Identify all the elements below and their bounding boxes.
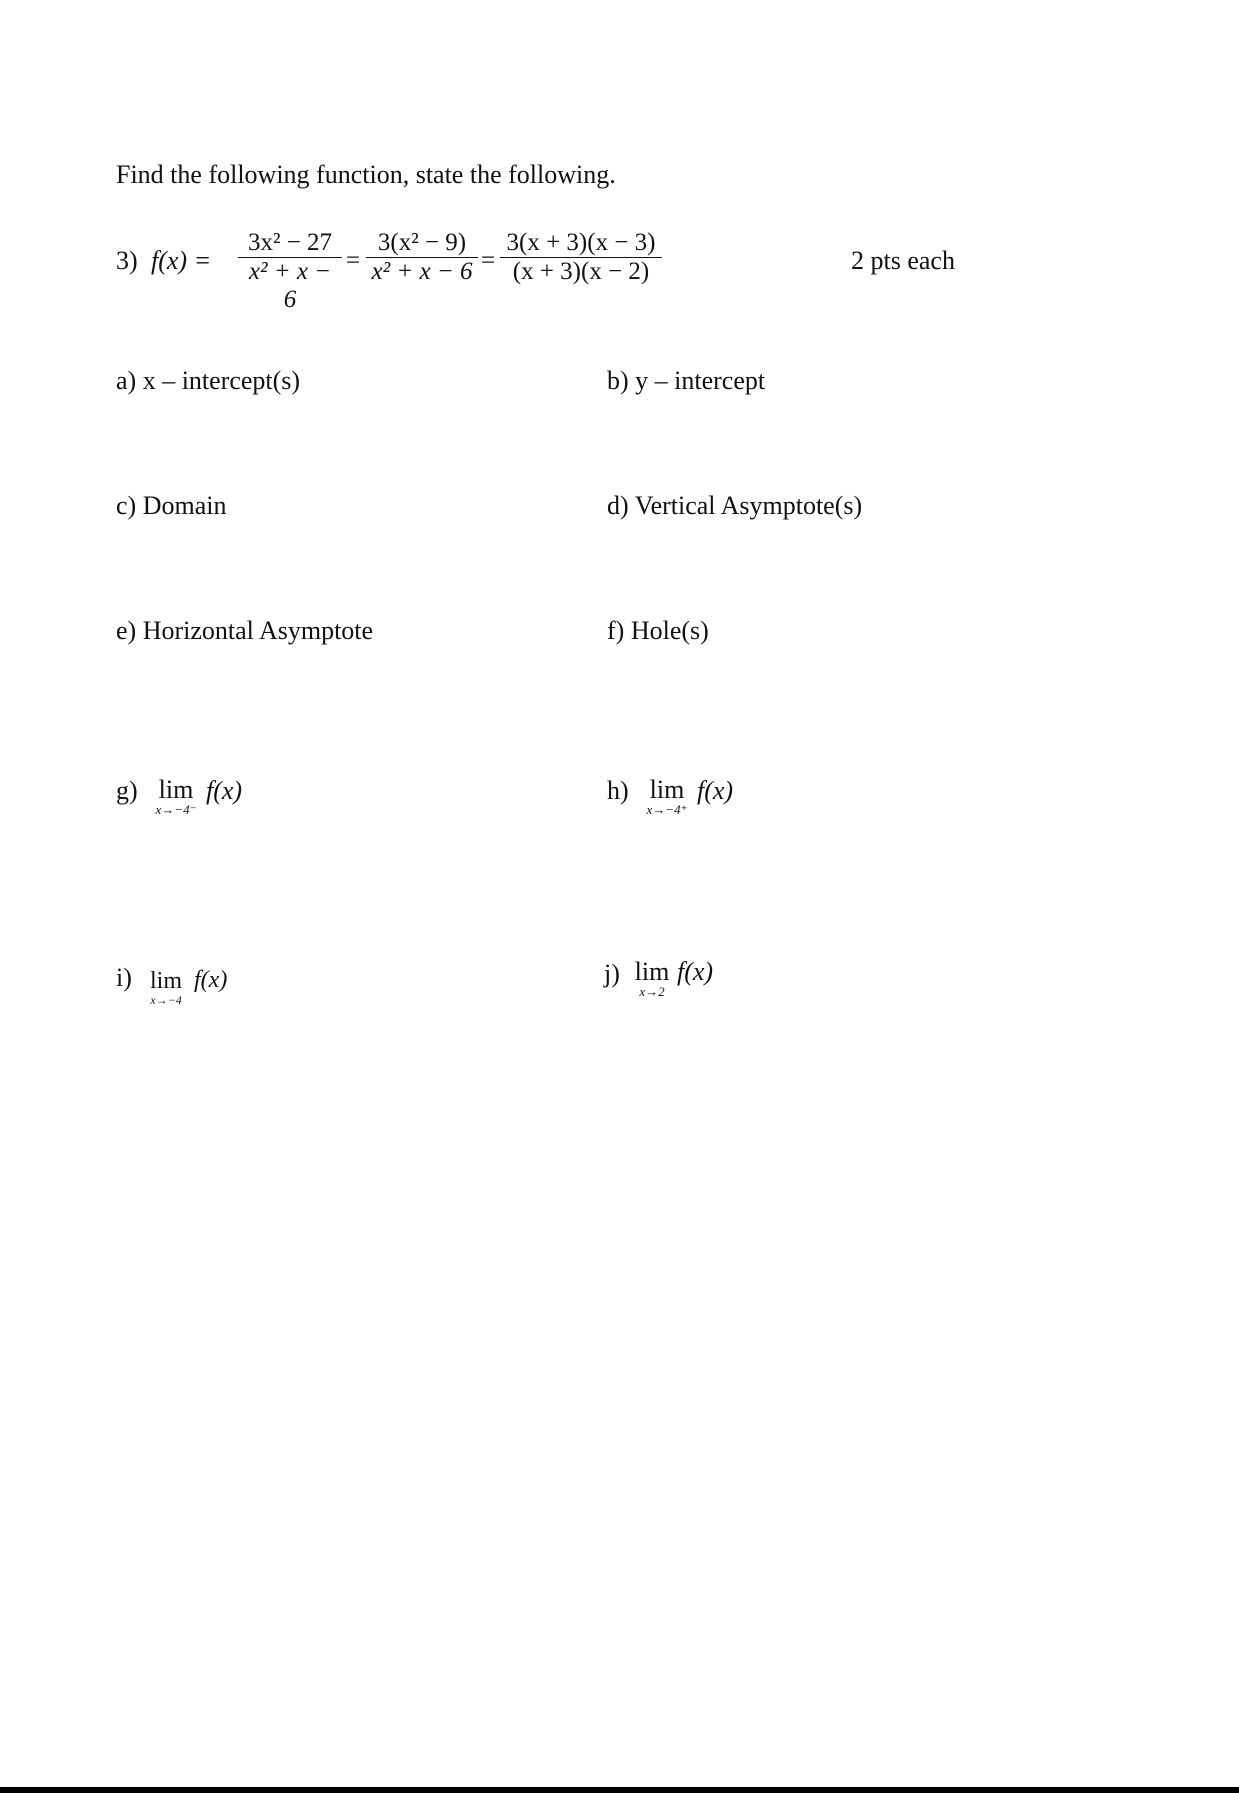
- points-label: 2 pts each: [851, 246, 955, 275]
- instructions-text: Find the following function, state the following.: [116, 160, 616, 189]
- page-bottom-border: [0, 1787, 1239, 1793]
- part-i-label: i): [116, 963, 132, 992]
- problem-number: 3): [116, 246, 138, 275]
- limit-g-word: lim: [158, 775, 194, 804]
- part-b-label: b) y – intercept: [607, 366, 766, 395]
- limit-j: [630, 959, 674, 999]
- fraction-1-numerator: 3x² − 27: [247, 229, 333, 256]
- part-e-label: e) Horizontal Asymptote: [116, 616, 374, 645]
- part-d-label: d) Vertical Asymptote(s): [607, 491, 863, 520]
- fraction-1-denominator: x² + x − 6: [248, 258, 332, 313]
- limit-i-approach: x→−4: [150, 993, 182, 1007]
- part-j-label: j): [604, 959, 620, 988]
- part-g-label: g): [116, 776, 138, 805]
- fraction-3-denominator: (x + 3)(x − 2): [512, 258, 650, 285]
- limit-g-approach: x→−4⁻: [155, 802, 197, 817]
- part-c-label: c) Domain: [116, 491, 227, 520]
- part-f-label: f) Hole(s): [607, 616, 709, 645]
- fraction-3: [500, 229, 662, 286]
- limit-h-function: f(x): [697, 776, 734, 805]
- equals-sign-2: =: [481, 247, 496, 274]
- equals-sign-1: =: [346, 247, 361, 274]
- function-lhs-text: f(x) =: [151, 246, 212, 275]
- limit-i-function: f(x): [194, 967, 228, 993]
- fraction-2-denominator: x² + x − 6: [371, 258, 473, 285]
- fraction-1: [238, 229, 342, 314]
- limit-j-word: lim: [634, 957, 670, 986]
- limit-g: [146, 777, 206, 817]
- fraction-2-numerator: 3(x² − 9): [377, 229, 467, 256]
- part-a-label: a) x – intercept(s): [116, 366, 301, 395]
- limit-j-approach: x→2: [639, 984, 665, 999]
- limit-i-word: lim: [149, 968, 182, 994]
- limit-h-approach: x→−4⁺: [646, 802, 688, 817]
- limit-g-function: f(x): [206, 776, 243, 805]
- fraction-2: [366, 229, 478, 286]
- limit-h: [637, 777, 697, 817]
- limit-j-function: f(x): [677, 957, 714, 986]
- fraction-3-numerator: 3(x + 3)(x − 3): [506, 229, 656, 256]
- limit-h-word: lim: [649, 775, 685, 804]
- part-h-label: h): [607, 776, 629, 805]
- limit-i: [138, 969, 194, 1007]
- function-lhs: [151, 246, 211, 276]
